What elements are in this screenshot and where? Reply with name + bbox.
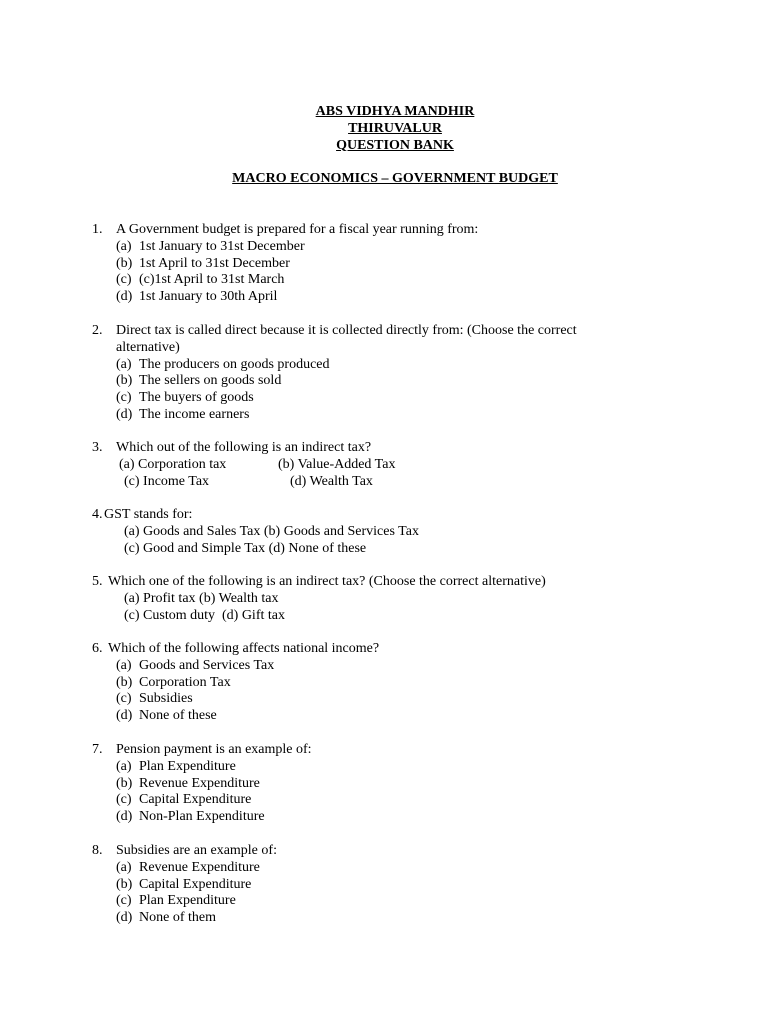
option bbox=[116, 256, 652, 273]
question-text: Subsidies are an example of: bbox=[116, 843, 277, 858]
option-text: Revenue Expenditure bbox=[139, 775, 260, 791]
option bbox=[116, 658, 652, 675]
option-label: (d) bbox=[116, 708, 133, 724]
question-number: 6. bbox=[92, 641, 103, 656]
option bbox=[116, 407, 652, 424]
question-4 bbox=[92, 507, 652, 557]
option-text: Subsidies bbox=[139, 691, 193, 707]
option bbox=[116, 776, 652, 793]
option bbox=[116, 759, 652, 776]
option-text: The income earners bbox=[139, 406, 250, 422]
option-label: (d) bbox=[116, 809, 133, 825]
option-label: (b) bbox=[116, 876, 133, 892]
option bbox=[116, 675, 652, 692]
option-text: None of them bbox=[139, 910, 216, 926]
option bbox=[116, 877, 652, 894]
question-2 bbox=[92, 323, 652, 424]
options-list bbox=[92, 357, 652, 424]
question-5 bbox=[92, 574, 652, 624]
question-7 bbox=[92, 742, 652, 826]
school-place: THIRUVALUR bbox=[348, 121, 442, 136]
option-label: (a) bbox=[116, 356, 132, 372]
option bbox=[116, 893, 652, 910]
option-label: (a) bbox=[116, 657, 132, 673]
option-text: Plan Expenditure bbox=[139, 893, 236, 909]
option-text: Non-Plan Expenditure bbox=[139, 809, 265, 825]
option bbox=[116, 357, 652, 374]
option-label: (b) bbox=[116, 255, 133, 271]
options-line: (a) Profit tax (b) Wealth tax bbox=[124, 590, 279, 606]
question-text-continued: alternative) bbox=[116, 339, 180, 355]
option bbox=[116, 708, 652, 725]
options-line: (c) Good and Simple Tax (d) None of these bbox=[124, 540, 367, 556]
question-text: Direct tax is called direct because it is collected directly from: (Choose the correct bbox=[116, 323, 577, 338]
option-label: (b) bbox=[116, 775, 133, 791]
options-list bbox=[92, 860, 652, 927]
options-row bbox=[92, 474, 652, 491]
option-label: (d) bbox=[116, 910, 133, 926]
option bbox=[116, 910, 652, 927]
option-text: 1st January to 31st December bbox=[139, 238, 305, 254]
question-text: Which of the following affects national income? bbox=[108, 641, 380, 656]
option-label: (b) bbox=[116, 373, 133, 389]
option: (a) Corporation tax bbox=[119, 456, 227, 472]
option bbox=[116, 691, 652, 708]
options-line: (c) Custom duty (d) Gift tax bbox=[124, 607, 285, 623]
option bbox=[116, 860, 652, 877]
option-text: 1st April to 31st December bbox=[139, 255, 290, 271]
option-label: (c) bbox=[116, 272, 132, 288]
option bbox=[116, 809, 652, 826]
question-text: Pension payment is an example of: bbox=[116, 742, 312, 757]
option-label: (a) bbox=[116, 758, 132, 774]
option-text: Plan Expenditure bbox=[139, 758, 236, 774]
option-text: None of these bbox=[139, 708, 217, 724]
options-list bbox=[92, 239, 652, 306]
options-row bbox=[92, 457, 652, 474]
option bbox=[116, 272, 652, 289]
option-text: The buyers of goods bbox=[139, 390, 254, 406]
question-number: 3. bbox=[92, 440, 103, 455]
question-1 bbox=[92, 222, 652, 306]
question-text: Which out of the following is an indirect tax? bbox=[116, 440, 372, 455]
option-text: The producers on goods produced bbox=[139, 356, 330, 372]
option-text: Capital Expenditure bbox=[139, 876, 252, 892]
option-label: (a) bbox=[116, 238, 132, 254]
option-label: (d) bbox=[116, 406, 133, 422]
option-text: (c)1st April to 31st March bbox=[139, 272, 285, 288]
question-3 bbox=[92, 440, 652, 490]
option-text: Corporation Tax bbox=[139, 674, 231, 690]
option bbox=[116, 373, 652, 390]
option bbox=[116, 792, 652, 809]
question-text: Which one of the following is an indirect tax? (Choose the correct alternative) bbox=[108, 574, 546, 589]
question-number: 4. bbox=[92, 507, 103, 522]
question-number: 8. bbox=[92, 843, 103, 858]
option bbox=[116, 239, 652, 256]
school-name: ABS VIDHYA MANDHIR bbox=[315, 104, 475, 119]
option bbox=[116, 390, 652, 407]
options-line: (a) Goods and Sales Tax (b) Goods and Services Tax bbox=[124, 523, 419, 539]
option: (c) Income Tax bbox=[124, 473, 210, 489]
options-list bbox=[92, 759, 652, 826]
option-label: (c) bbox=[116, 792, 132, 808]
question-number: 2. bbox=[92, 323, 103, 338]
options-list bbox=[92, 658, 652, 725]
question-number: 1. bbox=[92, 222, 103, 237]
option: (d) Wealth Tax bbox=[290, 473, 373, 489]
option-label: (c) bbox=[116, 390, 132, 406]
option-label: (c) bbox=[116, 691, 132, 707]
question-text: GST stands for: bbox=[104, 507, 193, 522]
option-text: 1st January to 30th April bbox=[139, 289, 278, 305]
document-type: QUESTION BANK bbox=[336, 138, 454, 153]
option-label: (c) bbox=[116, 893, 132, 909]
question-text: A Government budget is prepared for a fiscal year running from: bbox=[116, 222, 479, 237]
question-8 bbox=[92, 843, 652, 927]
question-number: 5. bbox=[92, 574, 103, 589]
question-number: 7. bbox=[92, 742, 103, 757]
document-topic: MACRO ECONOMICS – GOVERNMENT BUDGET bbox=[232, 171, 558, 186]
option-label: (d) bbox=[116, 289, 133, 305]
option bbox=[116, 289, 652, 306]
option-text: Capital Expenditure bbox=[139, 792, 252, 808]
option-text: Goods and Services Tax bbox=[139, 657, 275, 673]
option-label: (a) bbox=[116, 859, 132, 875]
option: (b) Value-Added Tax bbox=[278, 456, 396, 472]
option-text: The sellers on goods sold bbox=[139, 373, 282, 389]
option-label: (b) bbox=[116, 674, 133, 690]
option-text: Revenue Expenditure bbox=[139, 859, 260, 875]
question-6 bbox=[92, 641, 652, 725]
